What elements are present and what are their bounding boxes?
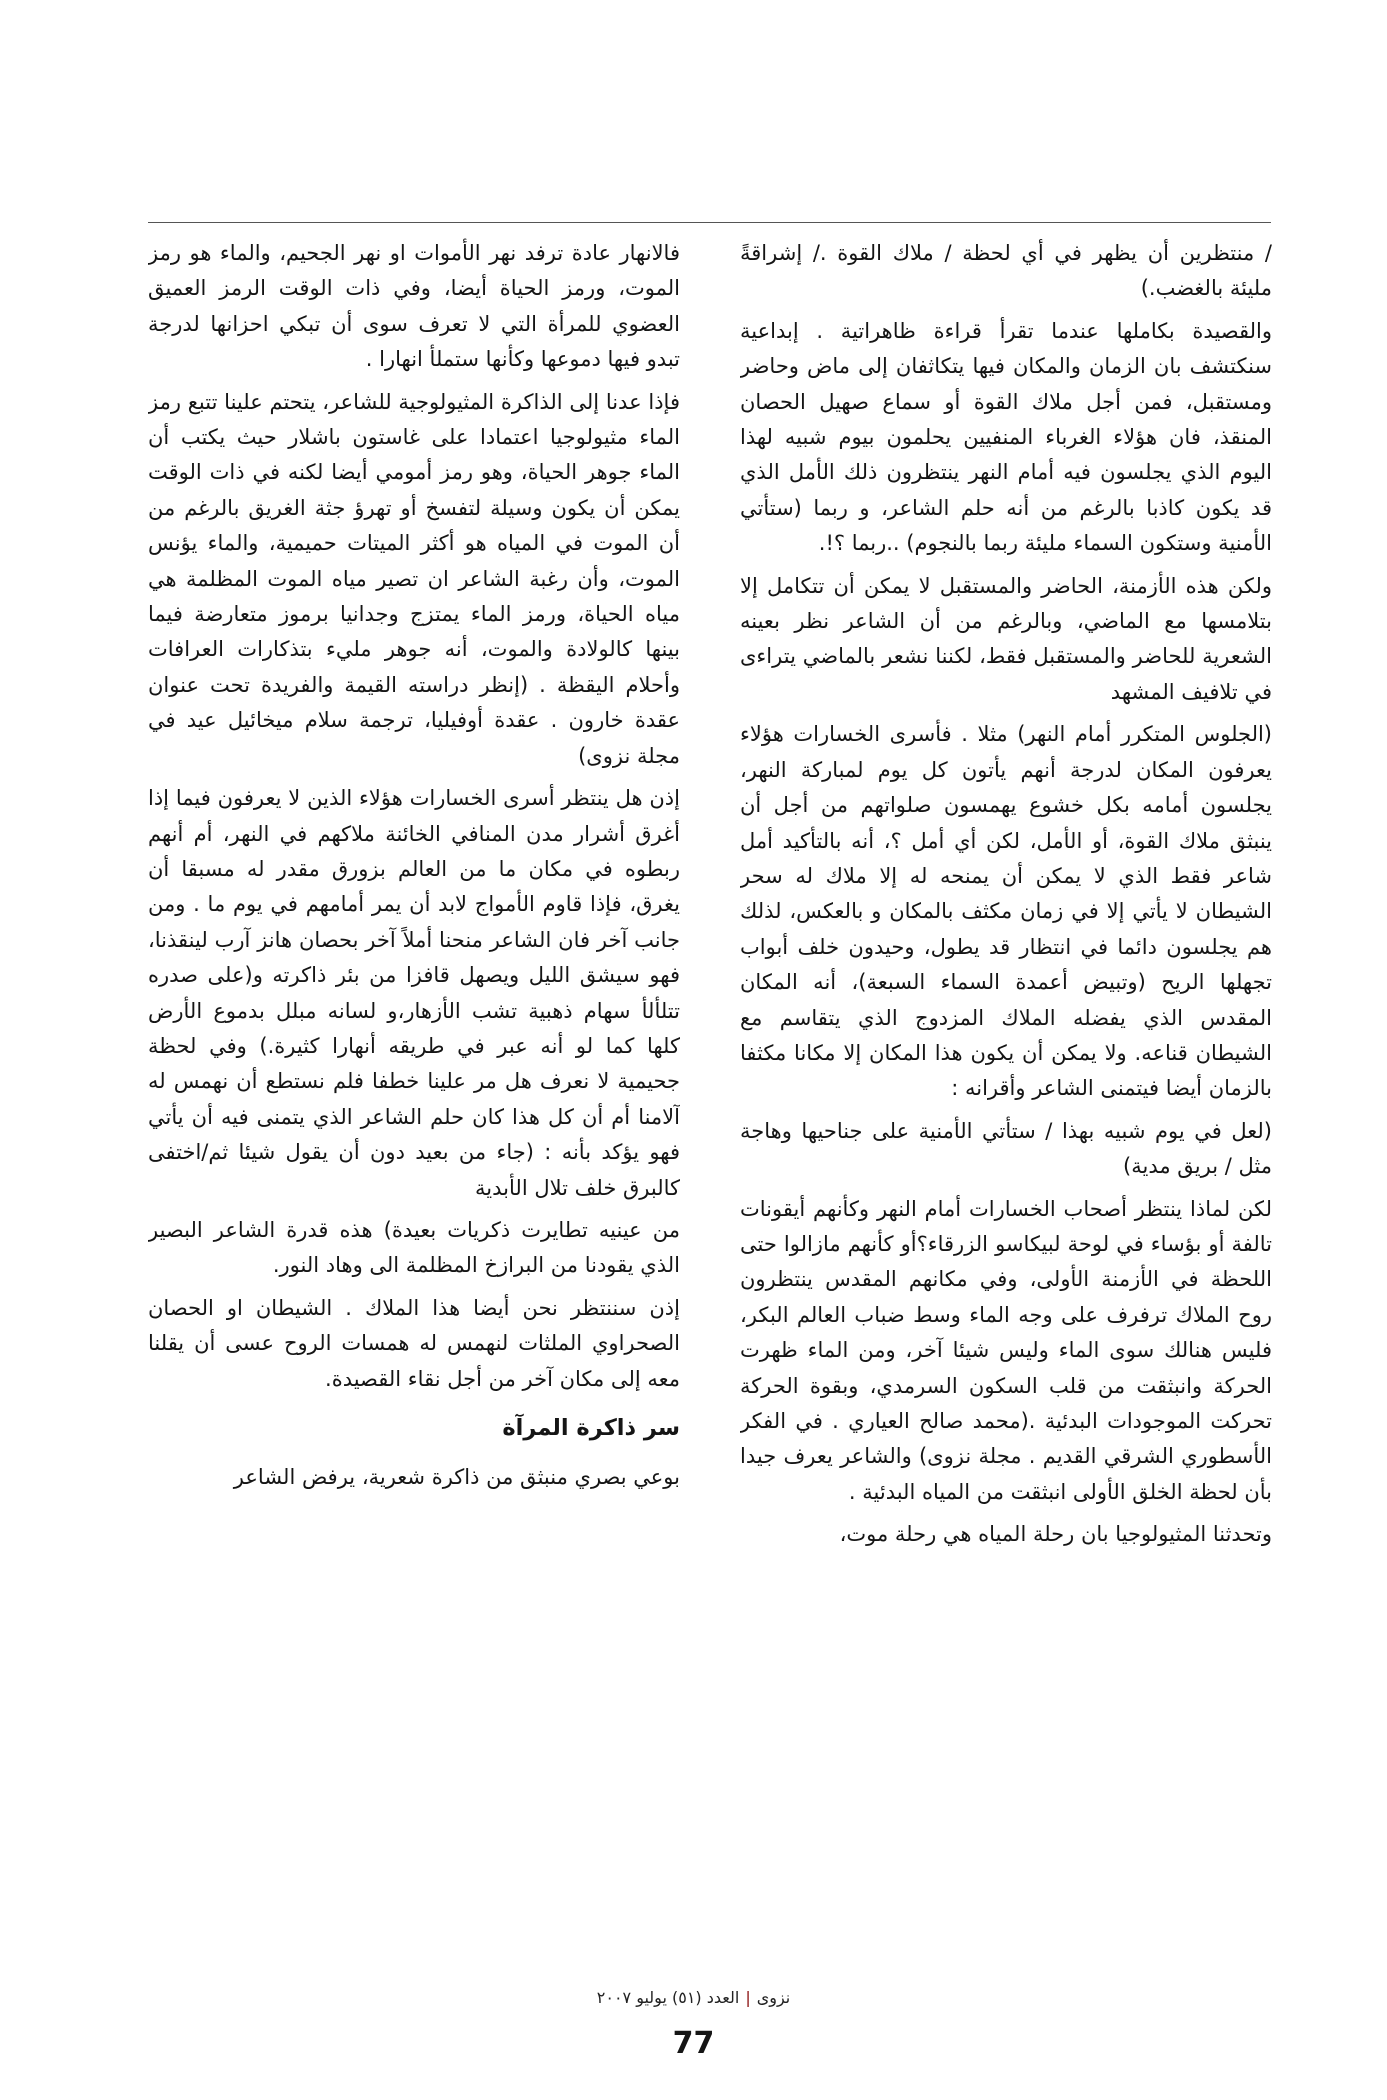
paragraph: من عينيه تطايرت ذكريات بعيدة) هذه قدرة الشاعر البصير الذي يقودنا من البرازخ المظلمة الى وهاد النور. xyxy=(148,1217,680,1278)
paragraph: وتحدثنا المثيولوجيا بان رحلة المياه هي رحلة موت، xyxy=(839,1522,1272,1547)
paragraph: فالانهار عادة ترفد نهر الأموات او نهر الجحيم، والماء هو رمز الموت، ورمز الحياة أيضا، وفي ذات الوقت الرمز العميق العضوي للمرأة التي لا تعرف سوى أن تبكي احزانها لدرجة تبدو فيها دموعها وكأنها ستملأ انهارا . xyxy=(148,241,680,372)
paragraph: (لعل في يوم شبيه بهذا / ستأتي الأمنية على جناحيها وهاجة مثل / بريق مدية) xyxy=(740,1118,1272,1179)
paragraph: إذن سننتظر نحن أيضا هذا الملاك . الشيطان او الحصان الصحراوي الملثات لنهمس له همسات الروح عسى أن يقلنا معه إلى مكان آخر من أجل نقاء القصيدة. xyxy=(148,1295,680,1391)
paragraph: ولكن هذه الأزمنة، الحاضر والمستقبل لا يمكن أن تتكامل إلا بتلامسها مع الماضي، وبالرغم من أن الشاعر نظر بعينه الشعرية للحاضر والمستقبل فقط، لكننا نشعر بالماضي يتراءى في تلافيف المشهد xyxy=(740,573,1272,704)
footer-separator: | xyxy=(745,1988,751,2007)
footer-magazine: نزوى xyxy=(756,1988,791,2007)
top-rule xyxy=(148,222,1271,223)
footer-issue: العدد (٥١) يوليو ٢٠٠٧ xyxy=(596,1988,740,2007)
footer-issue-line xyxy=(0,1988,1387,2007)
paragraph: فإذا عدنا إلى الذاكرة المثيولوجية للشاعر، يتحتم علينا تتبع رمز الماء مثيولوجيا اعتمادا على غاستون باشلار حيث يكتب أن الماء جوهر الحياة، وهو رمز أمومي أيضا لكنه في ذات الوقت يمكن أن يكون وسيلة لتفسخ أو تهرؤ جثة الغريق بالرغم من أن الموت في المياه هو أكثر الميتات حميمية، والماء يؤنس الموت، وأن رغبة الشاعر ان تصير مياه الموت المظلمة هي مياه الحياة، ورمز الماء يمتزج وجدانيا برموز متعارضة فيما بينها كالولادة والموت، أنه جوهر مليء بتذكارات العرافات وأحلام اليقظة . (إنظر دراسته القيمة والفريدة تحت عنوان عقدة خارون . عقدة أوفيليا، ترجمة سلام ميخائيل عيد في مجلة نزوى) xyxy=(148,389,680,768)
paragraph: إذن هل ينتظر أسرى الخسارات هؤلاء الذين لا يعرفون فيما إذا أغرق أشرار مدن المنافي الخائنة ملاكهم في النهر، أم أنهم ربطوه في مكان ما من العالم بزورق مقدر له مسبقا أن يغرق، فإذا قاوم الأمواج لابد أن يمر أمامهم في يوم ما . ومن جانب آخر فان الشاعر منحنا أملاً آخر بحصان هانز آرب لينقذنا، فهو سيشق الليل ويصهل قافزا من بئر ذاكرته و(على صدره تتلألأ سهام ذهبية تشب الأزهار،و لسانه مبلل بدموع الأرض كلها كما لو أنه عبر في طريقه أنهارا كثيرة.) وفي لحظة جحيمية لا نعرف هل مر علينا خطفا فلم نستطع أن نهمس له آلامنا أم أن كل هذا كان حلم الشاعر الذي يتمنى فيه أن يأتي فهو يؤكد بأنه : (جاء من بعيد دون أن يقول شيئا ثم/اختفى كالبرق خلف تلال الأبدية xyxy=(148,786,680,1200)
text-column-right xyxy=(740,236,1272,1936)
paragraph: لكن لماذا ينتظر أصحاب الخسارات أمام النهر وكأنهم أيقونات تالفة أو بؤساء في لوحة لبيكاسو الزرقاء؟أو كأنهم مازالوا حتى اللحظة في الأزمنة الأولى، وفي مكانهم المقدس ينتظرون روح الملاك ترفرف على وجه الماء وسط ضباب العالم البكر، فليس هنالك سوى الماء وليس شيئا آخر، ومن الماء ظهرت الحركة وانبثقت من قلب السكون السرمدي، وبقوة الحركة تحركت الموجودات البدئية .(محمد صالح العياري . في الفكر الأسطوري الشرقي القديم . مجلة نزوى) والشاعر يعرف جيدا بأن لحظة الخلق الأولى انبثقت من المياه البدئية . xyxy=(740,1196,1272,1504)
paragraph: (الجلوس المتكرر أمام النهر) مثلا . فأسرى الخسارات هؤلاء يعرفون المكان لدرجة أنهم يأتون كل يوم لمباركة النهر، يجلسون أمامه بكل خشوع يهمسون صلواتهم من أجل أن ينبثق ملاك القوة، أو الأمل، لكن أي أمل ؟، أنه بالتأكيد أمل شاعر فقط الذي لا يمكن أن يمنحه له إلا ملاك له سحر الشيطان لا يأتي إلا في زمان مكثف بالمكان و بالعكس، لذلك هم يجلسون دائما في انتظار قد يطول، وحيدون خلف أبواب تجهلها الريح (وتبيض أعمدة السماء السبعة)، أنه المكان المقدس الذي يفضله الملاك المزدوج الذي يتقاسم مع الشيطان قناعه. ولا يمكن أن يكون هذا المكان إلا مكانا مكثفا بالزمان أيضا فيتمنى الشاعر وأقرانه : xyxy=(740,722,1272,1101)
paragraph: / منتظرين أن يظهر في أي لحظة / ملاك القوة ./ إشراقةً مليئة بالغضب.) xyxy=(740,241,1272,301)
text-column-left xyxy=(148,236,680,1936)
paragraph: والقصيدة بكاملها عندما تقرأ قراءة ظاهراتية . إبداعية سنكتشف بان الزمان والمكان فيها يتكاثفان إلى ماض وحاضر ومستقبل، فمن أجل ملاك القوة أو سماع صهيل الحصان المنقذ، فان هؤلاء الغرباء المنفيين يحلمون بيوم شبيه لهذا اليوم الذي يجلسون فيه أمام النهر ينتظرون ذلك الأمل الذي قد يكون كاذبا بالرغم من أنه حلم الشاعر، و ربما (ستأتي الأمنية وستكون السماء مليئة ربما بالنجوم) ..ربما ؟!. xyxy=(740,318,1272,556)
page-number: 77 xyxy=(672,2026,715,2061)
section-heading: سر ذاكرة المرآة xyxy=(502,1415,680,1441)
paragraph: بوعي بصري منبثق من ذاكرة شعرية، يرفض الشاعر xyxy=(233,1465,680,1490)
